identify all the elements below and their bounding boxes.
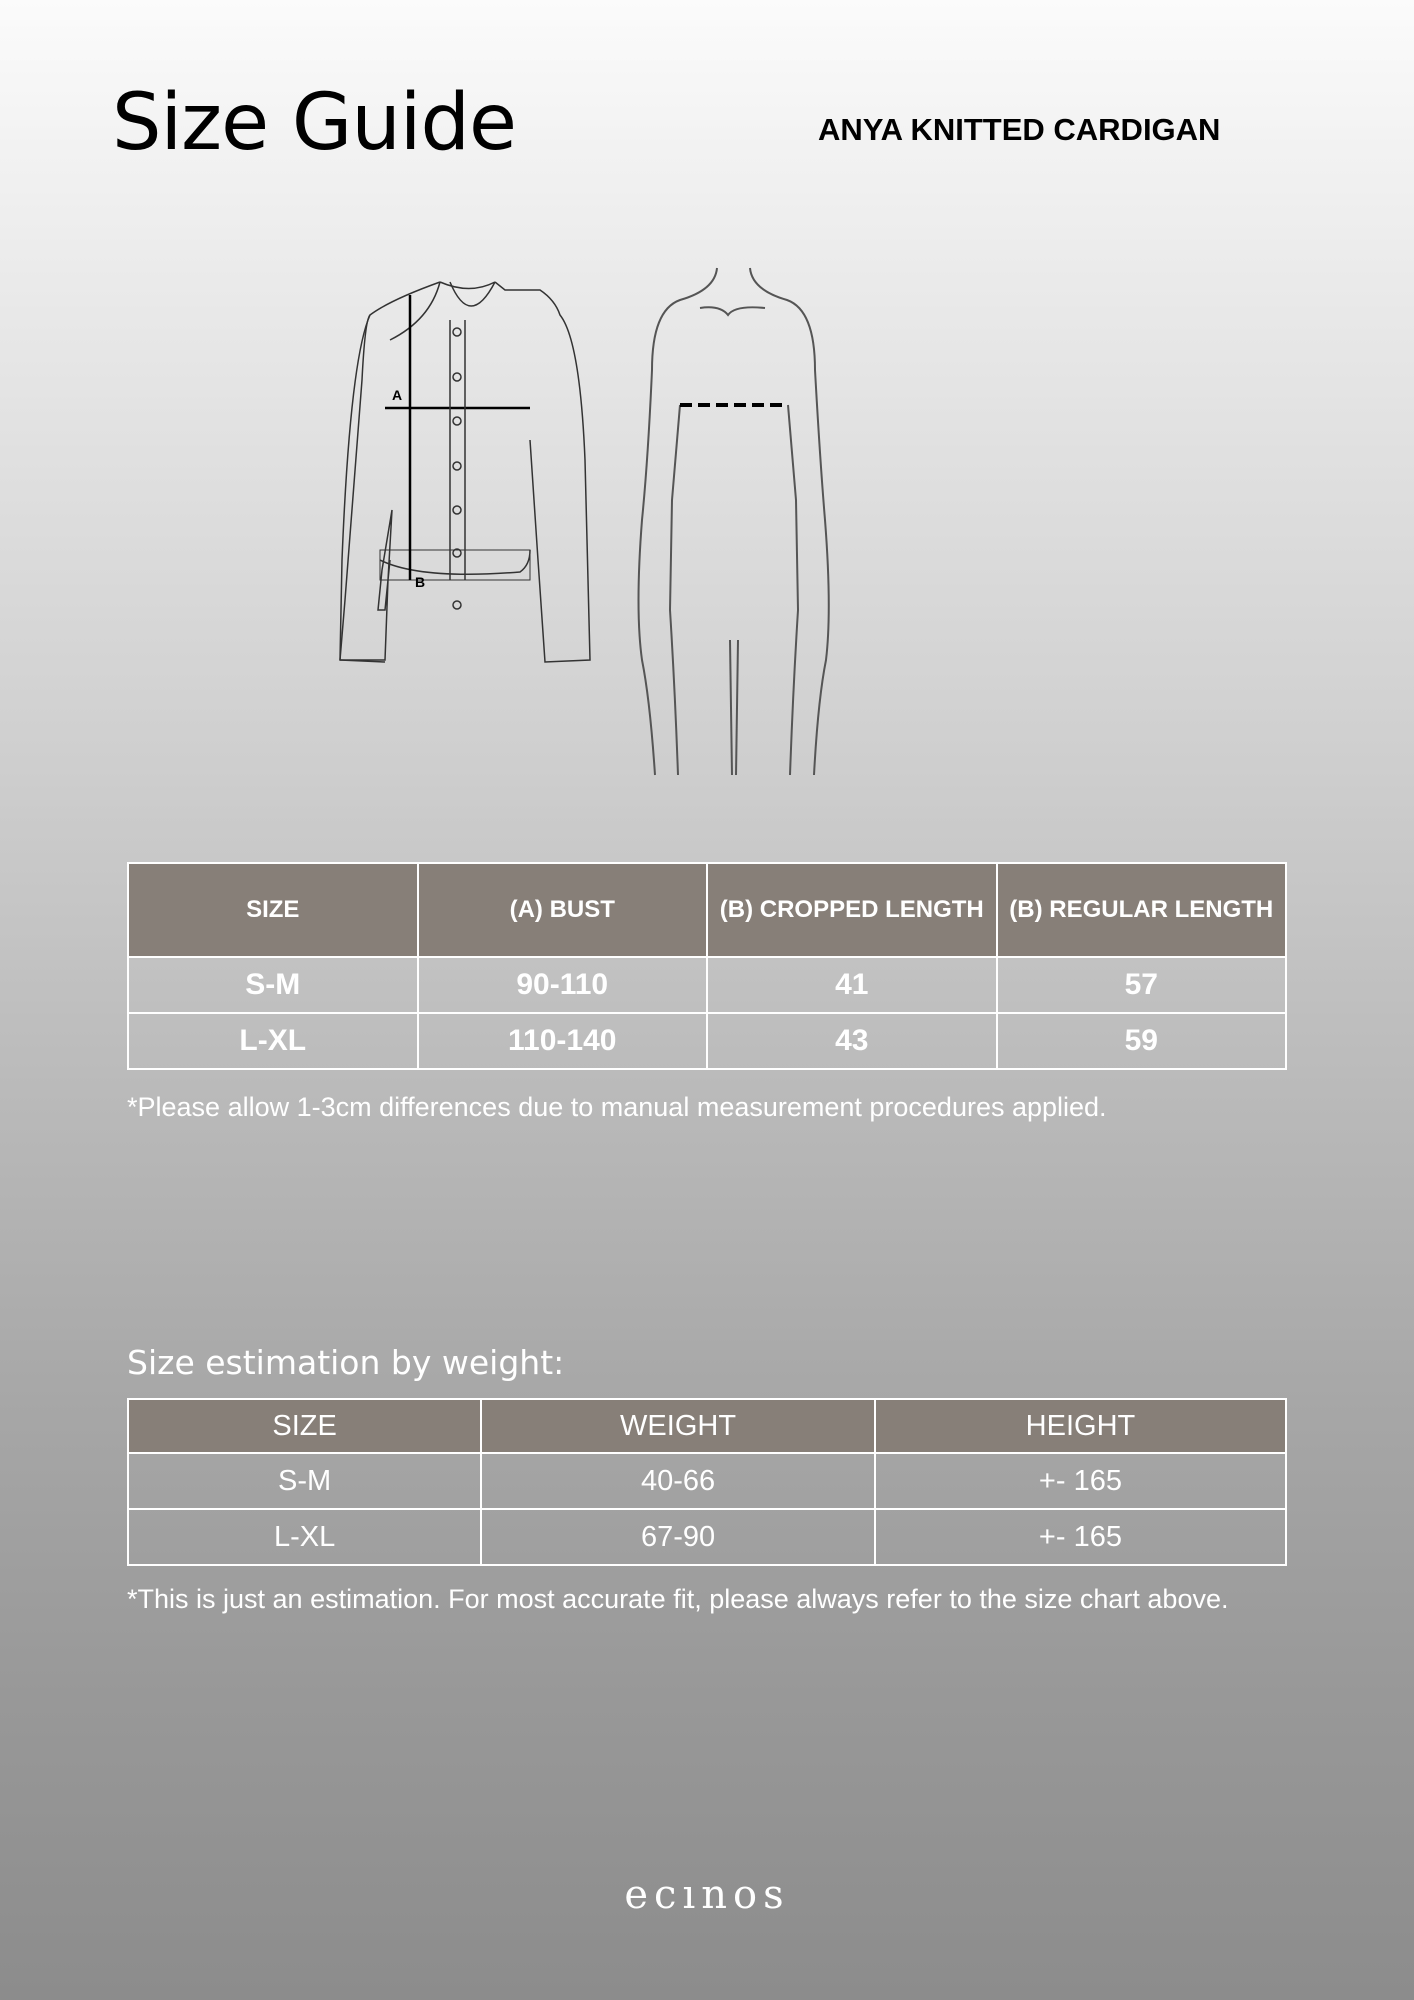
brand-logo: ecınos xyxy=(624,1872,790,1918)
cell-weight: 40-66 xyxy=(481,1453,875,1509)
cell-cropped: 43 xyxy=(707,1013,997,1069)
product-name: ANYA KNITTED CARDIGAN xyxy=(818,112,1221,147)
cell-size: S-M xyxy=(128,1453,481,1509)
header-bust: (A) BUST xyxy=(418,863,708,957)
weight-chart-table xyxy=(127,1398,1287,1566)
cell-height: +- 165 xyxy=(875,1509,1286,1565)
header-weight: WEIGHT xyxy=(481,1399,875,1453)
header-cropped-length: (B) CROPPED LENGTH xyxy=(707,863,997,957)
label-a: A xyxy=(392,387,403,403)
measurement-note: *Please allow 1-3cm differences due to manual measurement procedures applied. xyxy=(127,1092,1107,1122)
table-header-row xyxy=(128,863,1286,957)
cell-regular: 57 xyxy=(997,957,1287,1013)
cell-size: L-XL xyxy=(128,1013,418,1069)
table-row xyxy=(128,1509,1286,1565)
label-b: B xyxy=(415,574,426,590)
table-header-row xyxy=(128,1399,1286,1453)
cell-size: S-M xyxy=(128,957,418,1013)
header-size: SIZE xyxy=(128,863,418,957)
page-title: Size Guide xyxy=(112,78,516,168)
cell-bust: 90-110 xyxy=(418,957,708,1013)
header-size: SIZE xyxy=(128,1399,481,1453)
size-chart-table xyxy=(127,862,1287,1070)
cell-size: L-XL xyxy=(128,1509,481,1565)
weight-section-title: Size estimation by weight: xyxy=(127,1343,565,1382)
table-row xyxy=(128,1453,1286,1509)
cardigan-drawing-icon xyxy=(340,282,590,662)
estimation-note: *This is just an estimation. For most accurate fit, please always refer to the size chart above. xyxy=(127,1584,1229,1614)
cell-weight: 67-90 xyxy=(481,1509,875,1565)
measurement-illustration xyxy=(330,260,1030,790)
body-figure-icon xyxy=(639,268,829,775)
table-row xyxy=(128,1013,1286,1069)
cell-height: +- 165 xyxy=(875,1453,1286,1509)
cell-regular: 59 xyxy=(997,1013,1287,1069)
cell-bust: 110-140 xyxy=(418,1013,708,1069)
header-height: HEIGHT xyxy=(875,1399,1286,1453)
header-regular-length: (B) REGULAR LENGTH xyxy=(997,863,1287,957)
cell-cropped: 41 xyxy=(707,957,997,1013)
table-row xyxy=(128,957,1286,1013)
